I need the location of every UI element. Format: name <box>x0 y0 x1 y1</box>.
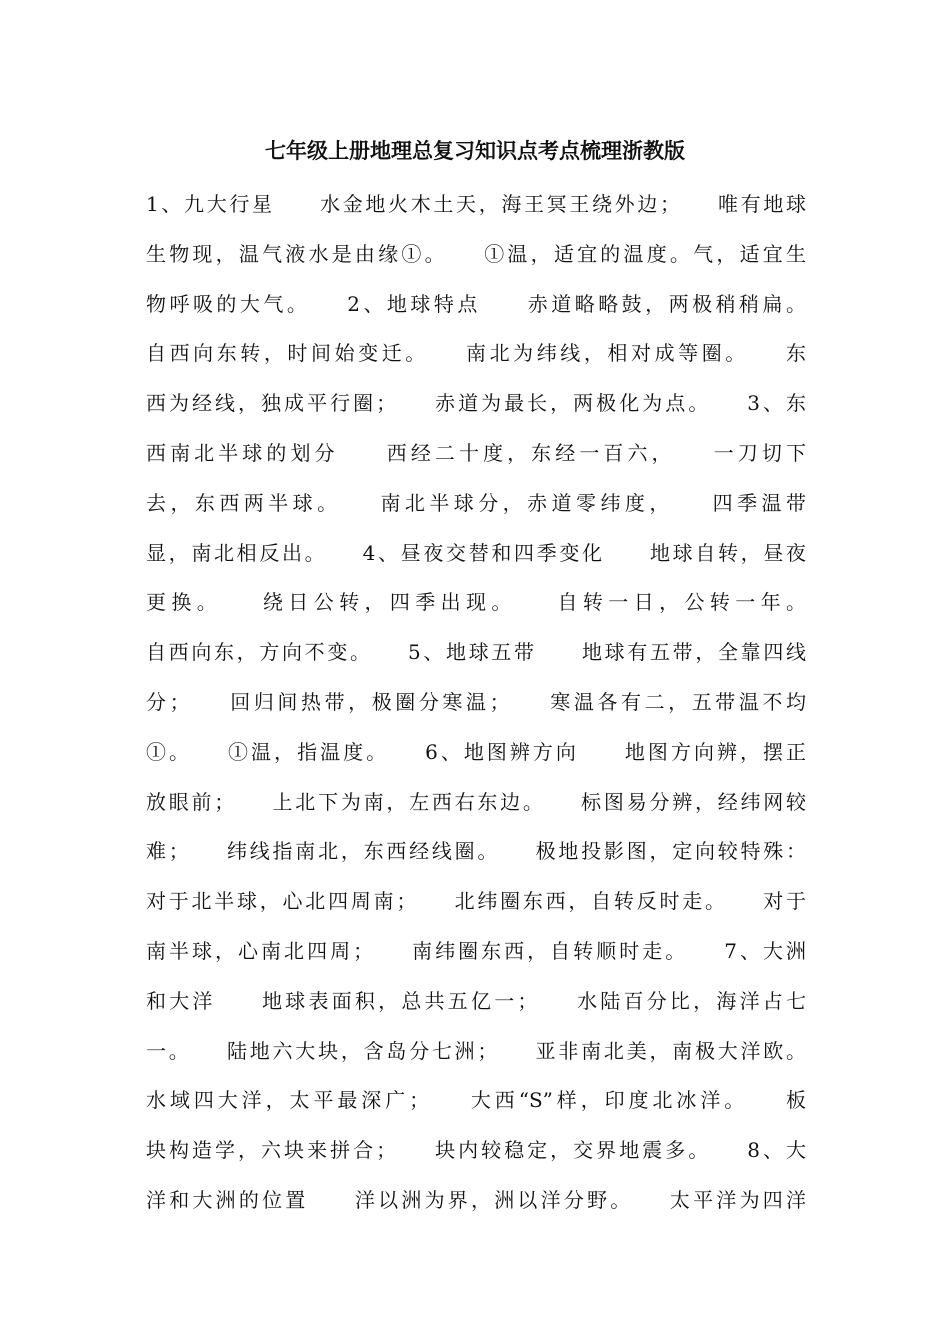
body-line: 一。 陆地六大块，含岛分七洲； 亚非南北美，南极大洋欧。 <box>146 1038 806 1063</box>
body-line: 西南北半球的划分 西经二十度，东经一百六， 一刀切下 <box>146 440 806 465</box>
body-line: 和大洋 地球表面积，总共五亿一； 水陆百分比，海洋占七 <box>146 988 806 1013</box>
body-line: 对于北半球，心北四周南； 北纬圈东西，自转反时走。 对于 <box>146 889 806 914</box>
body-line: 去，东西两半球。 南北半球分，赤道零纬度， 四季温带 <box>146 490 806 515</box>
body-line: 自西向东转，时间始变迁。 南北为纬线，相对成等圈。 东 <box>146 341 806 366</box>
body-line: 生物现，温气液水是由缘①。 ①温，适宜的温度。气，适宜生 <box>146 241 806 266</box>
body-line: 分； 回归间热带，极圈分寒温； 寒温各有二，五带温不均 <box>146 689 806 714</box>
document-title: 七年级上册地理总复习知识点考点梳理浙教版 <box>265 139 685 163</box>
body-line: 显，南北相反出。 4、昼夜交替和四季变化 地球自转，昼夜 <box>146 540 806 565</box>
body-line: 南半球，心南北四周； 南纬圈东西，自转顺时走。 7、大洲 <box>146 938 806 963</box>
body-line: 难； 纬线指南北，东西经线圈。 极地投影图，定向较特殊： <box>146 839 806 864</box>
body-line: 洋和大洲的位置 洋以洲为界，洲以洋分野。 太平洋为四洋 <box>146 1187 806 1212</box>
body-line: 水域四大洋，太平最深广； 大西“S”样，印度北冰洋。 板 <box>146 1088 806 1113</box>
body-line: 物呼吸的大气。 2、地球特点 赤道略略鼓，两极稍稍扁。 <box>146 291 806 316</box>
body-line: 1、九大行星 水金地火木土天，海王冥王绕外边； 唯有地球 <box>146 192 806 216</box>
body-line: 放眼前； 上北下为南，左西右东边。 标图易分辨，经纬网较 <box>146 789 806 814</box>
body-line: 自西向东，方向不变。 5、地球五带 地球有五带，全靠四线 <box>146 640 806 665</box>
body-line: 块构造学，六块来拼合； 块内较稳定，交界地震多。 8、大 <box>146 1138 806 1163</box>
body-line: 更换。 绕日公转，四季出现。 自转一日，公转一年。 <box>146 590 806 615</box>
body-line: ①。 ①温，指温度。 6、地图辨方向 地图方向辨，摆正 <box>146 739 806 764</box>
document-body <box>146 180 806 1226</box>
body-line: 西为经线，独成平行圈； 赤道为最长，两极化为点。 3、东 <box>146 391 806 416</box>
